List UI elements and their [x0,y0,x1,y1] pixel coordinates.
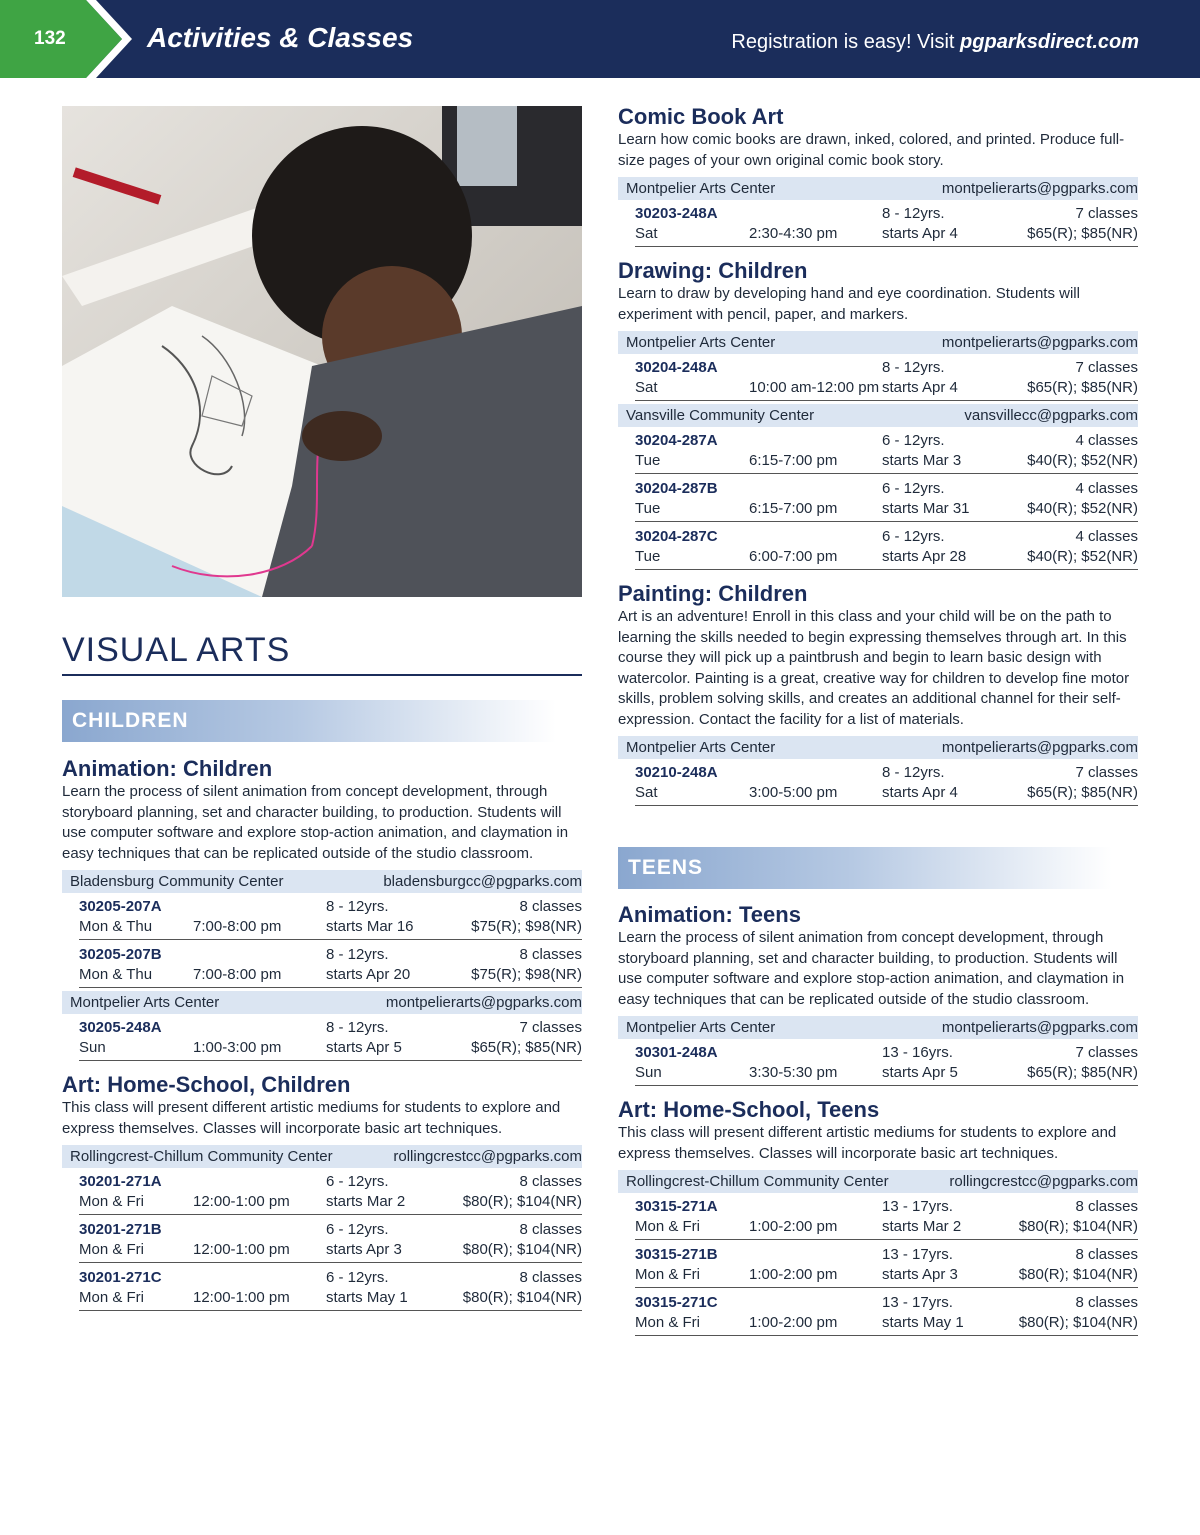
start-date: starts Apr 5 [882,1064,958,1081]
course-title: Comic Book Art [618,104,784,129]
course-title: Art: Home-School, Teens [618,1097,880,1122]
session-row [635,1195,1138,1240]
start-date: starts Apr 3 [326,1241,402,1258]
subsection-teens: TEENS [618,847,1138,889]
course-spacer [618,573,1138,581]
facility-name: Montpelier Arts Center [70,994,220,1011]
start-date: starts Mar 2 [882,1218,962,1235]
start-date: starts Apr 4 [882,379,958,396]
age-range: 13 - 16yrs. [882,1044,953,1061]
course-spacer [62,1064,582,1072]
session-fee: $80(R); $104(NR) [462,1289,582,1306]
registration-link[interactable]: pgparksdirect.com [960,31,1139,53]
session-fee: $65(R); $85(NR) [1027,225,1138,242]
facility-bar [62,870,582,893]
session-fee: $75(R); $98(NR) [471,918,582,935]
age-range: 8 - 12yrs. [326,1019,389,1036]
class-count: 8 classes [1075,1198,1138,1215]
session-row [79,943,582,988]
age-range: 8 - 12yrs. [882,359,945,376]
right-course-column-children [618,104,1138,817]
start-date: starts Mar 3 [882,452,962,469]
class-count: 7 classes [1075,764,1138,781]
session-days: Sat [635,379,658,396]
session-time: 1:00-2:00 pm [749,1266,838,1283]
class-count: 8 classes [519,898,582,915]
page-header [0,0,1200,78]
course-spacer [618,1339,1138,1347]
course-code: 30201-271C [79,1269,162,1286]
facility-name: Montpelier Arts Center [626,739,776,756]
course-block [618,258,1138,581]
session-time: 6:15-7:00 pm [749,452,838,469]
class-count: 7 classes [1075,205,1138,222]
session-time: 7:00-8:00 pm [193,918,282,935]
course-title: Animation: Children [62,756,273,781]
course-spacer [618,1089,1138,1097]
left-course-column [62,756,582,1322]
course-description: Learn the process of silent animation from concept development, through storyboard planning, set and character building, to production. Students will use computer software and explore stop-action animation, and claymation in easy techniques that can be replicated outside of the studio classroom. [618,929,1125,1008]
session-row [635,1041,1138,1086]
facility-name: Rollingcrest-Chillum Community Center [70,1148,333,1165]
session-time: 6:15-7:00 pm [749,500,838,517]
facility-bar [618,1016,1138,1039]
session-days: Tue [635,452,661,469]
session-fee: $80(R); $104(NR) [1018,1266,1138,1283]
course-code: 30204-287A [635,432,718,449]
subsection-children-left: CHILDREN [62,700,582,742]
age-range: 13 - 17yrs. [882,1294,953,1311]
course-code: 30204-287B [635,480,718,497]
start-date: starts May 1 [882,1314,964,1331]
age-range: 13 - 17yrs. [882,1246,953,1263]
start-date: starts Apr 3 [882,1266,958,1283]
session-days: Mon & Fri [635,1218,701,1235]
course-code: 30203-248A [635,205,718,222]
facility-email[interactable]: rollingcrestcc@pgparks.com [393,1148,582,1165]
class-count: 7 classes [1075,359,1138,376]
class-count: 8 classes [519,1221,582,1238]
course-code: 30315-271C [635,1294,718,1311]
session-fee: $40(R); $52(NR) [1027,452,1138,469]
facility-bar [62,991,582,1014]
start-date: starts May 1 [326,1289,408,1306]
session-row [79,1218,582,1263]
session-time: 12:00-1:00 pm [193,1241,290,1258]
facility-bar [618,331,1138,354]
session-fee: $80(R); $104(NR) [1018,1218,1138,1235]
course-spacer [618,809,1138,817]
facility-email[interactable]: montpelierarts@pgparks.com [941,739,1138,756]
course-spacer [62,1314,582,1322]
start-date: starts Apr 20 [326,966,411,983]
facility-email[interactable]: montpelierarts@pgparks.com [385,994,582,1011]
session-time: 1:00-2:00 pm [749,1314,838,1331]
session-fee: $80(R); $104(NR) [1018,1314,1138,1331]
course-title: Art: Home-School, Children [62,1072,351,1097]
session-time: 1:00-2:00 pm [749,1218,838,1235]
session-fee: $65(R); $85(NR) [1027,379,1138,396]
course-code: 30210-248A [635,764,718,781]
session-days: Mon & Fri [79,1241,145,1258]
course-code: 30205-207B [79,946,162,963]
class-count: 4 classes [1075,432,1138,449]
class-count: 8 classes [1075,1246,1138,1263]
session-days: Tue [635,548,661,565]
course-code: 30315-271A [635,1198,718,1215]
age-range: 13 - 17yrs. [882,1198,953,1215]
course-code: 30201-271A [79,1173,162,1190]
student-drawing-photo [62,106,582,597]
facility-bar [618,177,1138,200]
age-range: 8 - 12yrs. [326,946,389,963]
session-row [635,356,1138,401]
class-count: 4 classes [1075,528,1138,545]
course-block [618,902,1138,1097]
facility-name: Montpelier Arts Center [626,1019,776,1036]
session-row [635,202,1138,247]
class-count: 8 classes [519,1173,582,1190]
course-spacer [618,250,1138,258]
course-code: 30301-248A [635,1044,718,1061]
session-days: Mon & Fri [635,1266,701,1283]
course-code: 30201-271B [79,1221,162,1238]
facility-email[interactable]: montpelierarts@pgparks.com [941,334,1138,351]
course-description: Learn how comic books are drawn, inked, colored, and printed. Produce full-size pages of your own original comic book story. [618,131,1125,169]
session-row [79,895,582,940]
facility-email[interactable]: vansvillecc@pgparks.com [964,407,1138,424]
session-time: 3:30-5:30 pm [749,1064,838,1081]
course-block [62,756,582,1072]
session-fee: $80(R); $104(NR) [462,1193,582,1210]
session-days: Tue [635,500,661,517]
start-date: starts Mar 16 [326,918,414,935]
course-block [62,1072,582,1322]
course-code: 30205-248A [79,1019,162,1036]
session-row [635,1291,1138,1336]
session-row [79,1016,582,1061]
age-range: 6 - 12yrs. [882,432,945,449]
session-days: Mon & Thu [79,918,153,935]
session-fee: $65(R); $85(NR) [1027,1064,1138,1081]
age-range: 6 - 12yrs. [326,1221,389,1238]
session-time: 12:00-1:00 pm [193,1289,290,1306]
session-row [635,429,1138,474]
session-row [635,1243,1138,1288]
facility-email[interactable]: bladensburgcc@pgparks.com [383,873,582,890]
session-fee: $40(R); $52(NR) [1027,548,1138,565]
session-row [635,761,1138,806]
page-number: 132 [34,28,66,49]
course-description: This class will present different artistic mediums for students to explore and express themselves. Classes will incorporate basic art techniques. [62,1099,561,1137]
session-fee: $40(R); $52(NR) [1027,500,1138,517]
age-range: 6 - 12yrs. [326,1269,389,1286]
session-days: Mon & Fri [79,1289,145,1306]
course-code: 30204-248A [635,359,718,376]
session-time: 3:00-5:00 pm [749,784,838,801]
course-code: 30205-207A [79,898,162,915]
facility-name: Rollingcrest-Chillum Community Center [626,1173,889,1190]
session-fee: $75(R); $98(NR) [471,966,582,983]
facility-email[interactable]: rollingcrestcc@pgparks.com [949,1173,1138,1190]
age-range: 8 - 12yrs. [326,898,389,915]
class-count: 7 classes [519,1019,582,1036]
facility-bar [618,404,1138,427]
course-block [618,104,1138,258]
age-range: 6 - 12yrs. [326,1173,389,1190]
facility-name: Vansville Community Center [626,407,815,424]
course-description: Learn to draw by developing hand and eye coordination. Students will experiment with pencil, paper, and markers. [618,285,1080,323]
facility-bar [618,1170,1138,1193]
session-fee: $80(R); $104(NR) [462,1241,582,1258]
session-days: Sat [635,225,658,242]
session-row [635,477,1138,522]
course-description: This class will present different artistic mediums for students to explore and express themselves. Classes will incorporate basic art techniques. [618,1124,1117,1162]
registration-note [731,31,1139,54]
registration-prefix: Registration is easy! Visit [731,31,961,53]
class-count: 4 classes [1075,480,1138,497]
start-date: starts Mar 2 [326,1193,406,1210]
course-description: Learn the process of silent animation from concept development, through storyboard planning, set and character building, to production. Students will use computer software and explore stop-action animation, and claymation in easy techniques that can be replicated outside of the studio classroom. [62,783,569,862]
session-row [79,1170,582,1215]
right-course-column-teens [618,902,1138,1347]
start-date: starts Apr 28 [882,548,967,565]
session-days: Sun [635,1064,662,1081]
facility-name: Montpelier Arts Center [626,334,776,351]
class-count: 8 classes [1075,1294,1138,1311]
course-block [618,1097,1138,1347]
section-title: VISUAL ARTS [62,630,582,676]
photo-illustration [62,106,582,597]
start-date: starts Mar 31 [882,500,970,517]
facility-name: Montpelier Arts Center [626,180,776,197]
age-range: 6 - 12yrs. [882,528,945,545]
session-fee: $65(R); $85(NR) [471,1039,582,1056]
session-time: 12:00-1:00 pm [193,1193,290,1210]
class-count: 7 classes [1075,1044,1138,1061]
session-time: 1:00-3:00 pm [193,1039,282,1056]
age-range: 8 - 12yrs. [882,764,945,781]
course-description: Art is an adventure! Enroll in this class and your child will be on the path to learning the skills needed to begin expressing themselves through art. In this course they will pick up a paintbrush and begin to learn basic design with watercolor. Painting is a great, creative way for children to develop fine motor skills, problem solving skills, and creates an additional channel for their self-expression. Contact the facility for a list of materials. [618,608,1130,728]
course-code: 30204-287C [635,528,718,545]
session-days: Mon & Fri [79,1193,145,1210]
course-code: 30315-271B [635,1246,718,1263]
course-title: Painting: Children [618,581,808,606]
session-time: 2:30-4:30 pm [749,225,838,242]
age-range: 6 - 12yrs. [882,480,945,497]
session-row [635,525,1138,570]
course-title: Drawing: Children [618,258,808,283]
course-title: Animation: Teens [618,902,801,927]
session-days: Sun [79,1039,106,1056]
session-days: Mon & Thu [79,966,153,983]
session-row [79,1266,582,1311]
session-time: 7:00-8:00 pm [193,966,282,983]
facility-bar [62,1145,582,1168]
facility-email[interactable]: montpelierarts@pgparks.com [941,1019,1138,1036]
start-date: starts Apr 4 [882,225,958,242]
session-time: 6:00-7:00 pm [749,548,838,565]
start-date: starts Apr 4 [882,784,958,801]
session-days: Sat [635,784,658,801]
session-time: 10:00 am-12:00 pm [749,379,880,396]
session-fee: $65(R); $85(NR) [1027,784,1138,801]
facility-email[interactable]: montpelierarts@pgparks.com [941,180,1138,197]
header-title: Activities & Classes [147,22,414,53]
start-date: starts Apr 5 [326,1039,402,1056]
course-block [618,581,1138,817]
age-range: 8 - 12yrs. [882,205,945,222]
session-days: Mon & Fri [635,1314,701,1331]
facility-name: Bladensburg Community Center [70,873,284,890]
facility-bar [618,736,1138,759]
class-count: 8 classes [519,946,582,963]
class-count: 8 classes [519,1269,582,1286]
